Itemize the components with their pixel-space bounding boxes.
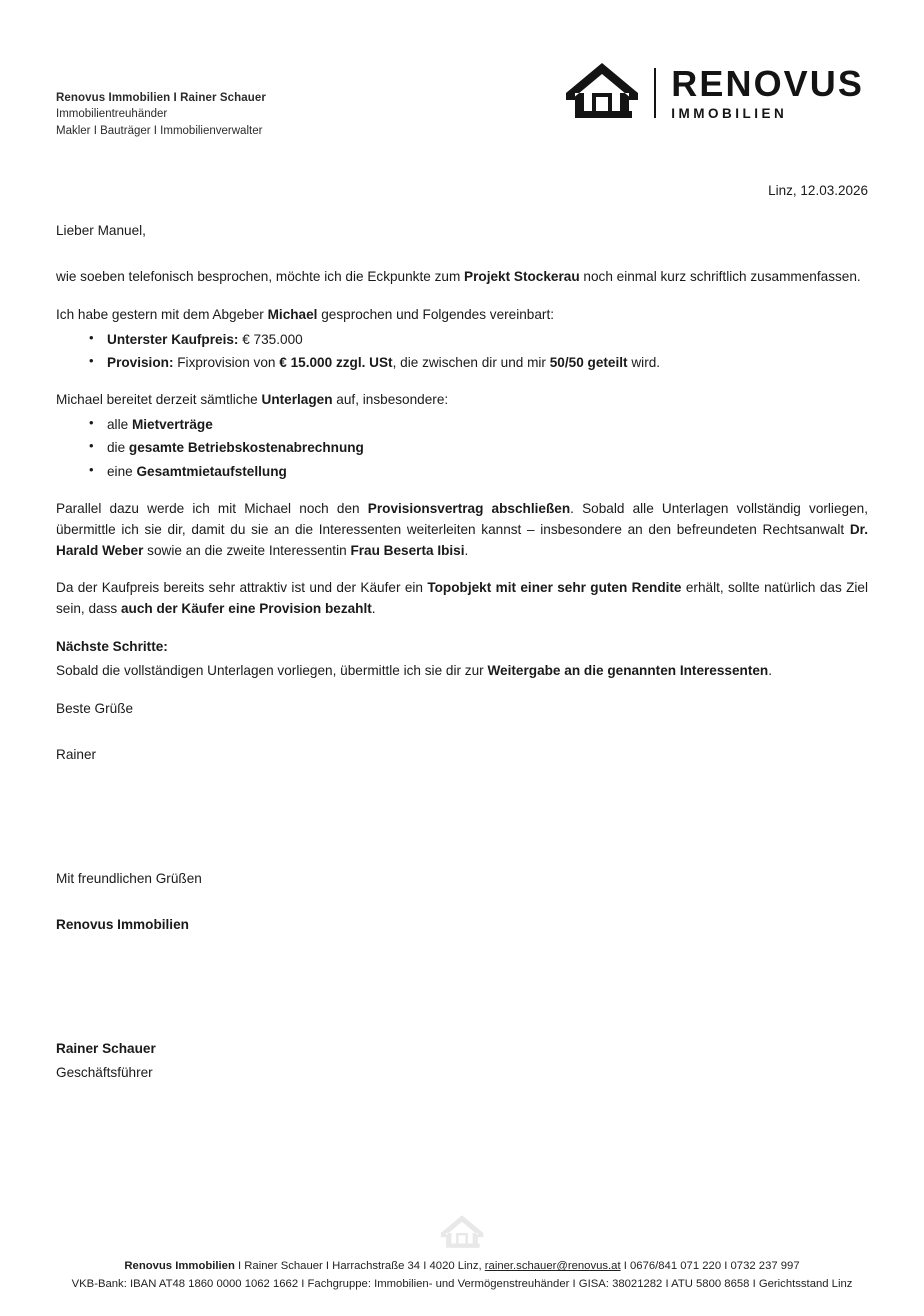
footer-address-text: I Rainer Schauer I Harrachstraße 34 I 4020 Linz, bbox=[234, 1260, 485, 1273]
next-steps-heading-text: Nächste Schritte: bbox=[56, 639, 168, 655]
bullet-label: Unterster Kaufpreis: bbox=[107, 331, 239, 347]
signature-informal: Rainer bbox=[56, 747, 97, 763]
price-highlight-2: auch der Käufer eine Provision bezahlt bbox=[120, 601, 372, 617]
documents-bullet-list bbox=[56, 414, 868, 482]
price-text-2: erhält, sollte natürlich das Ziel sein, dass bbox=[56, 580, 869, 617]
bullet-label: Mietverträge bbox=[131, 417, 213, 433]
next-steps-paragraph bbox=[56, 661, 868, 682]
list-item bbox=[56, 437, 868, 458]
signer-spacer bbox=[56, 953, 868, 1039]
bullet-text-1: Fixprovision von bbox=[173, 354, 280, 370]
company-signature bbox=[56, 915, 868, 936]
documents-keyword: Unterlagen bbox=[261, 392, 333, 408]
price-text-1: Da der Kaufpreis bereits sehr attraktiv ist und der Käufer ein bbox=[56, 580, 428, 596]
company-logo bbox=[563, 60, 864, 126]
signer-name-text: Rainer Schauer bbox=[56, 1040, 156, 1056]
intro-text-2: noch einmal kurz schriftlich zusammenfassen. bbox=[579, 268, 861, 284]
next-steps-text-2: . bbox=[768, 663, 773, 679]
letterhead bbox=[56, 62, 884, 139]
agreement-bullet-list bbox=[56, 329, 868, 373]
sender-profession: Immobilientreuhänder bbox=[56, 108, 168, 121]
sender-address-block bbox=[56, 88, 266, 139]
logo-wordmark bbox=[671, 62, 864, 121]
bullet-amount: € 15.000 zzgl. USt bbox=[279, 354, 393, 370]
page-footer bbox=[0, 1213, 924, 1294]
footer-contact-line bbox=[0, 1258, 924, 1276]
footer-email-link[interactable]: rainer.schauer@renovus.at bbox=[484, 1260, 621, 1273]
agreement-text-1: Ich habe gestern mit dem Abgeber bbox=[56, 306, 268, 322]
salutation: Lieber Manuel, bbox=[56, 223, 146, 238]
list-item bbox=[56, 352, 868, 373]
contract-text-3: sowie an die zweite Interessentin bbox=[143, 542, 351, 558]
house-logo-icon bbox=[439, 1213, 485, 1253]
bullet-value: € 735.000 bbox=[238, 331, 303, 347]
bullet-text-3: wird. bbox=[627, 354, 661, 370]
list-item bbox=[56, 461, 868, 482]
logo-divider bbox=[654, 68, 656, 118]
bullet-label: Gesamtmietaufstellung bbox=[136, 463, 287, 479]
bullet-text-2: , die zwischen dir und mir bbox=[392, 354, 550, 370]
agreement-intro-paragraph bbox=[56, 305, 868, 326]
intro-project-name: Projekt Stockerau bbox=[464, 268, 580, 284]
list-item bbox=[56, 329, 868, 350]
intro-text-1: wie soeben telefonisch besprochen, möchte ich die Eckpunkte zum bbox=[56, 268, 465, 284]
documents-text-1: Michael bereitet derzeit sämtliche bbox=[56, 392, 262, 408]
house-logo-icon bbox=[563, 60, 641, 126]
closing-informal: Beste Grüße bbox=[56, 701, 134, 717]
company-signature-text: Renovus Immobilien bbox=[56, 916, 189, 932]
contract-keyword: Provisionsvertrag abschließen bbox=[367, 500, 571, 516]
next-steps-highlight: Weitergabe an die genannten Interessenten bbox=[487, 663, 769, 679]
intro-paragraph bbox=[56, 267, 868, 288]
contract-lawyer-name: Dr. Harald Weber bbox=[56, 521, 868, 558]
bullet-label: gesamte Betriebskostenabrechnung bbox=[128, 440, 364, 456]
footer-legal-line: VKB-Bank: IBAN AT48 1860 0000 1062 1662 I Fachgruppe: Immobilien- und Vermögenstreuhänder I GISA: 38021282 I ATU 5800 8658 I Gerichtsstand Linz bbox=[71, 1278, 853, 1291]
signer-role: Geschäftsführer bbox=[56, 1064, 153, 1080]
contract-text-4: . bbox=[464, 542, 469, 558]
next-steps-heading bbox=[56, 637, 868, 658]
bullet-prefix: die bbox=[107, 440, 129, 456]
documents-intro-paragraph bbox=[56, 390, 868, 411]
contract-paragraph bbox=[56, 499, 868, 562]
price-text-3: . bbox=[371, 601, 376, 617]
documents-text-2: auf, insbesondere: bbox=[332, 392, 449, 408]
signature-spacer bbox=[56, 783, 868, 869]
contract-text-1: Parallel dazu werde ich mit Michael noch den bbox=[56, 500, 368, 516]
next-steps-text-1: Sobald die vollständigen Unterlagen vorliegen, übermittle ich sie dir zur bbox=[56, 663, 488, 679]
sender-company-name: Renovus Immobilien I Rainer Schauer bbox=[56, 92, 266, 104]
agreement-seller-name: Michael bbox=[267, 306, 318, 322]
agreement-text-2: gesprochen und Folgendes vereinbart: bbox=[317, 306, 555, 322]
bullet-split: 50/50 geteilt bbox=[549, 354, 628, 370]
logo-brand-name: RENOVUS bbox=[671, 62, 864, 104]
price-paragraph bbox=[56, 578, 868, 620]
letter-body bbox=[56, 221, 868, 1101]
footer-phone-text: I 0676/841 071 220 I 0732 237 997 bbox=[620, 1260, 800, 1273]
price-highlight-1: Topobjekt mit einer sehr guten Rendite bbox=[427, 580, 682, 596]
contract-text-2: . Sobald alle Unterlagen vollständig vorliegen, übermittle ich sie dir, damit du sie an die Interessenten weiterleiten kannst – insbesondere an den befreundeten Rechtsanwalt bbox=[56, 500, 868, 537]
bullet-label: Provision: bbox=[107, 354, 174, 370]
bullet-prefix: alle bbox=[107, 417, 132, 433]
list-item bbox=[56, 414, 868, 435]
letter-date: Linz, 12.03.2026 bbox=[768, 183, 868, 198]
bullet-prefix: eine bbox=[107, 463, 137, 479]
sender-services: Makler I Bauträger I Immobilienverwalter bbox=[56, 124, 263, 137]
contract-second-interested-party: Frau Beserta Ibisi bbox=[350, 542, 465, 558]
signer-name bbox=[56, 1039, 868, 1060]
footer-company-name: Renovus Immobilien bbox=[124, 1260, 235, 1273]
logo-brand-subtitle: IMMOBILIEN bbox=[671, 105, 788, 121]
closing-formal: Mit freundlichen Grüßen bbox=[56, 871, 202, 886]
